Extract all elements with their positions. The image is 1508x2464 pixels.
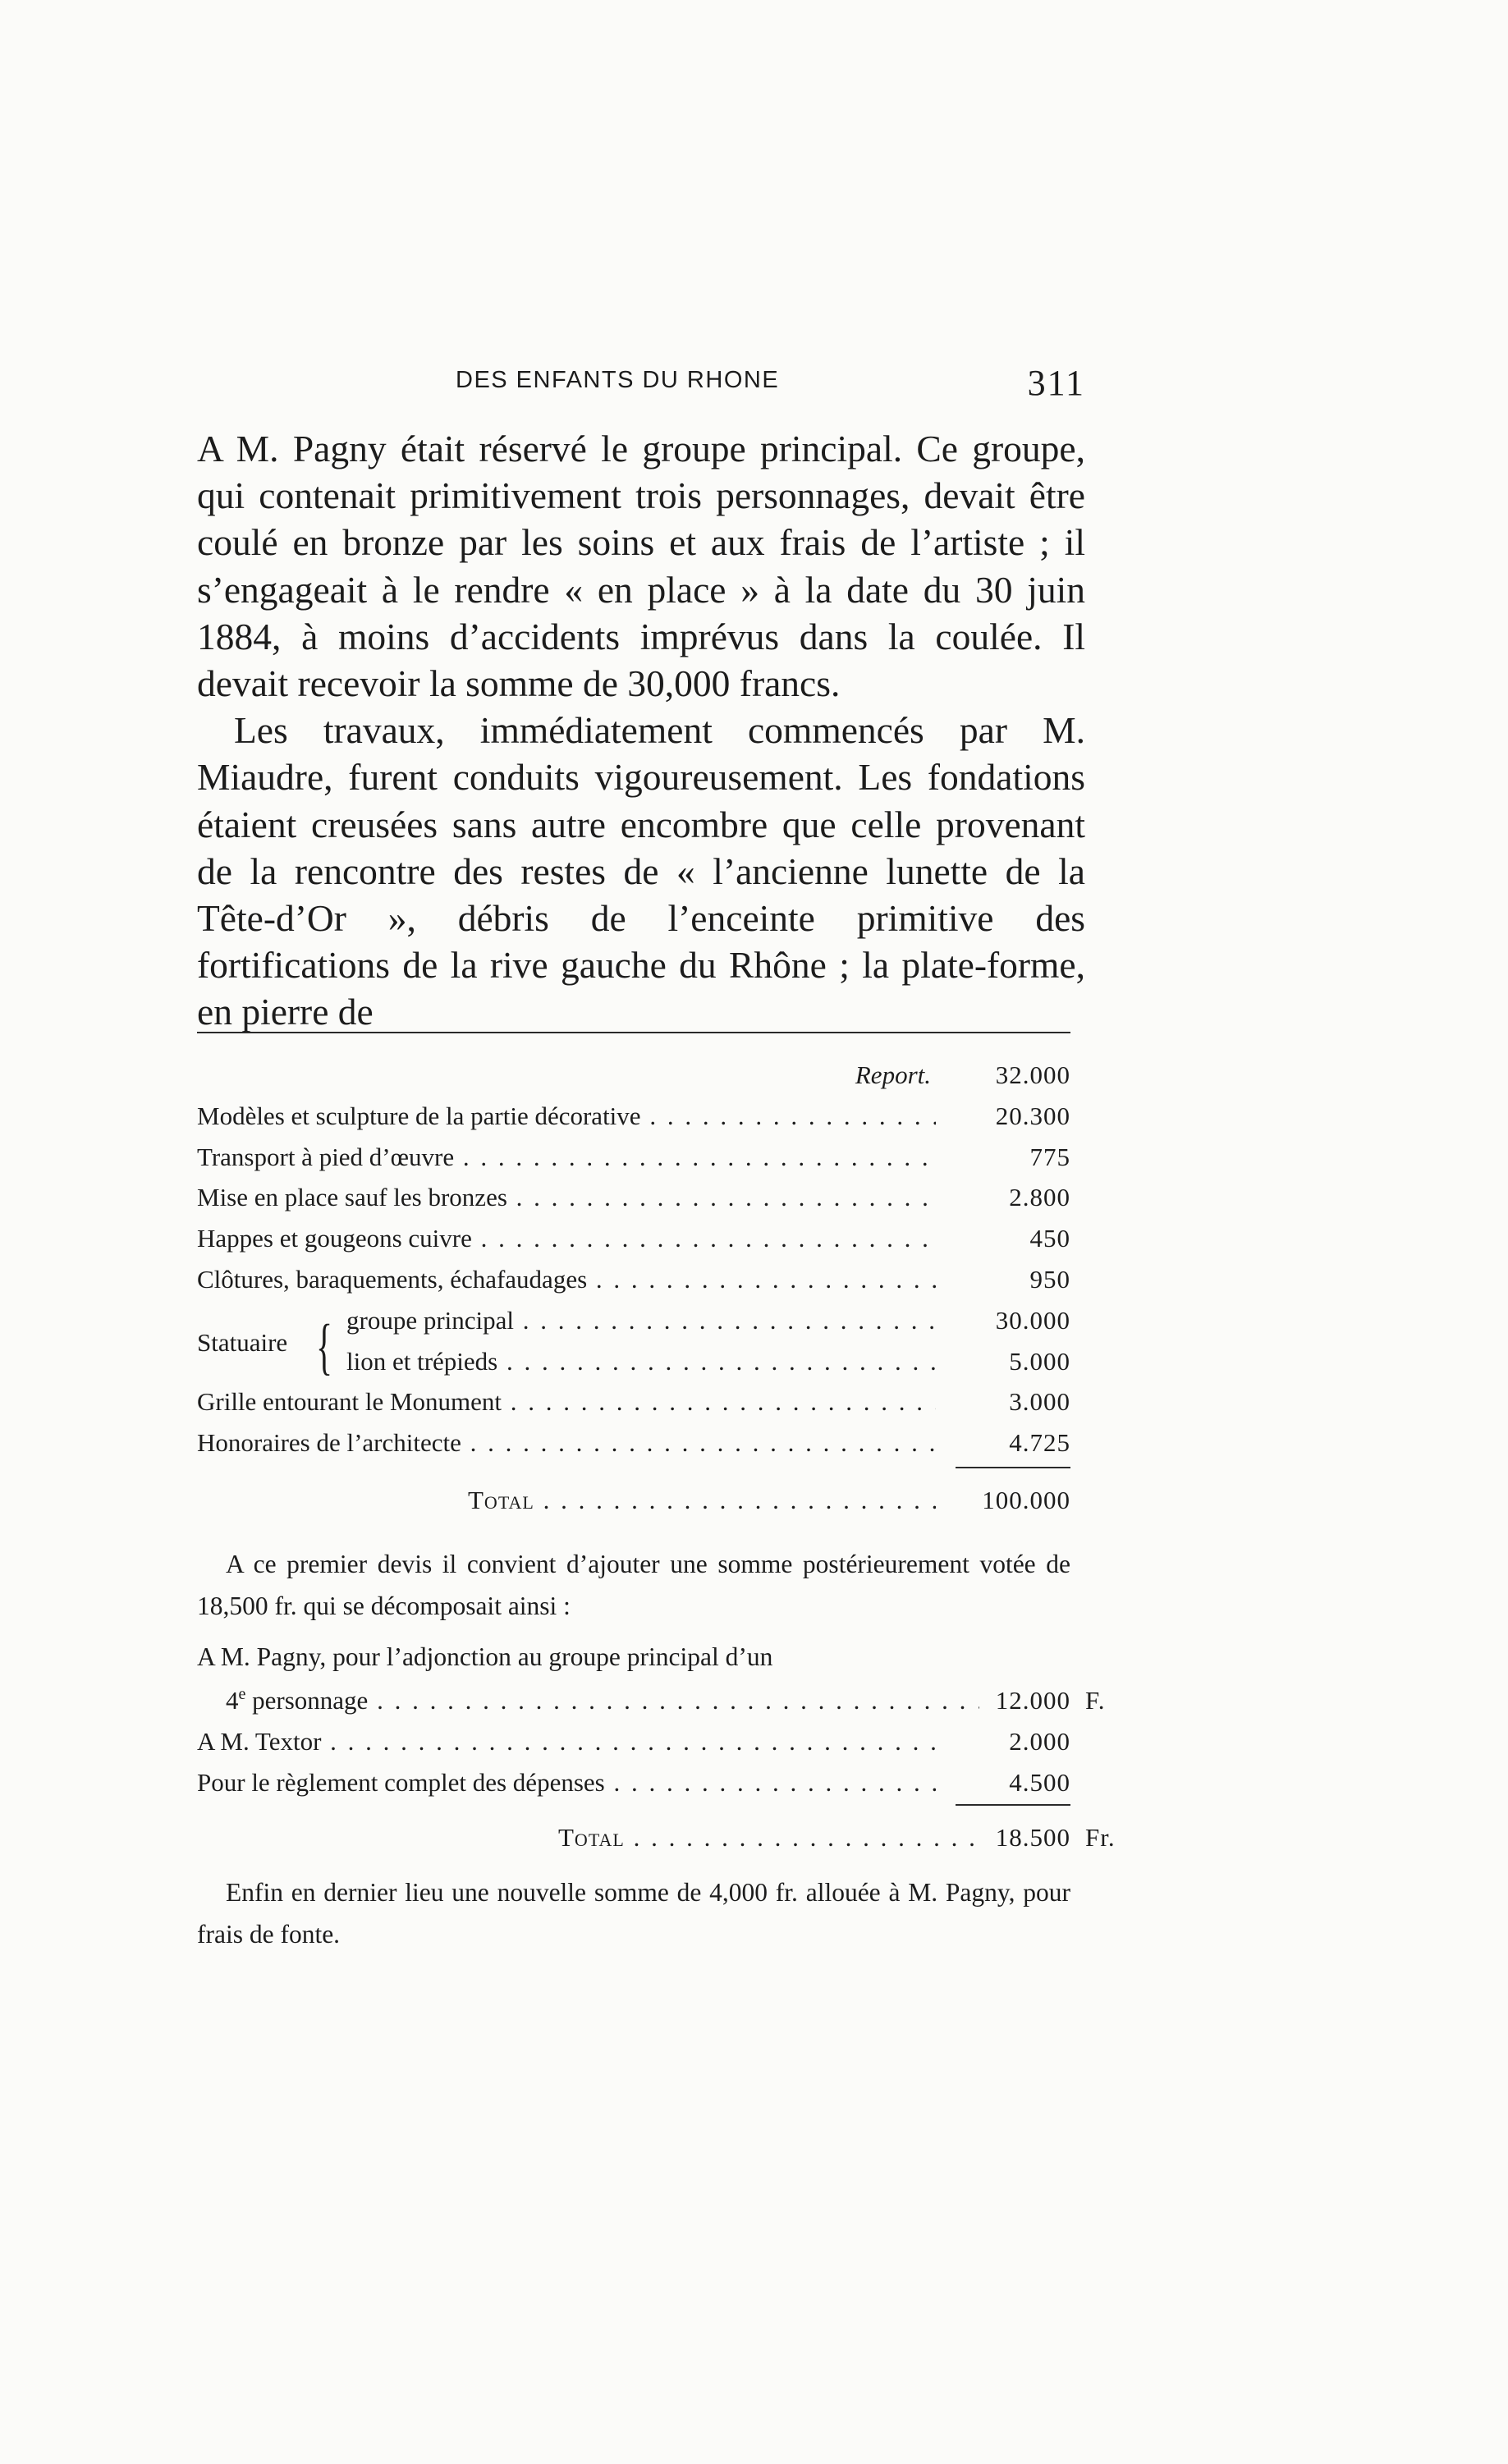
main-text — [197, 425, 1085, 1036]
supplement-first-line — [197, 1636, 1070, 1678]
item-value: 5.000 — [1009, 1346, 1070, 1376]
item-label: Mise en place sauf les bronzes . . . — [197, 1177, 936, 1218]
item-label: Grille entourant le Monument . . . — [197, 1381, 936, 1422]
item-value: 30.000 — [995, 1305, 1070, 1335]
total-label: Total — [558, 1823, 625, 1853]
table-row — [197, 1259, 1070, 1300]
sum-rule-wrap — [197, 1463, 1070, 1480]
item-label: Pour le règlement complet des dépenses . . . — [197, 1762, 936, 1803]
total-label: Total — [468, 1485, 534, 1514]
section-divider — [197, 1032, 1070, 1033]
item-label: Modèles et sculpture de la partie décorative . . . — [197, 1096, 936, 1137]
running-title: DES ENFANTS DU RHONE — [456, 367, 780, 393]
ordinal-sup: e — [238, 1685, 246, 1703]
item-value: 2.000 — [1009, 1726, 1070, 1756]
item-label: Transport à pied d’œuvre . . . — [197, 1137, 936, 1178]
item-value: 3.000 — [1009, 1387, 1070, 1417]
paragraph-1: A M. Pagny était réservé le groupe principal. Ce groupe, qui contenait primitivement trois personnages, devait être coulé en bronze par les soins et aux frais de l’artiste ; il s’engageait à le rendre « en place » à la date du 30 juin 1884, à moins d’accidents imprévus dans la coulée. Il devait recevoir la somme de 30,000 francs. — [197, 428, 1085, 705]
page-number: 311 — [1027, 363, 1085, 403]
currency: F. — [1080, 1680, 1106, 1721]
statuaire-label: Statuaire — [197, 1328, 288, 1357]
currency: Fr. — [1080, 1817, 1116, 1858]
closing-text: Enfin en dernier lieu une nouvelle somme de 4,000 fr. allouée à M. Pagny, pour frais de fonte. — [197, 1878, 1070, 1949]
total-row — [197, 1817, 1116, 1858]
report-row — [197, 1055, 1070, 1096]
total-value: 100.000 — [982, 1485, 1070, 1514]
item-value: 2.800 — [1009, 1183, 1070, 1212]
budget-table — [197, 1055, 1070, 1521]
paragraph-2: Les travaux, immédiatement commencés par M. Miaudre, furent conduits vigoureusement. Les fondations étaient creusées sans autre encombre que celle provenant de la rencontre des restes de « l’ancienne lunette de la Tête-d’Or », débris de l’enceinte primitive des fortifications de la rive gauche du Rhône ; la plate-forme, en pierre de — [197, 709, 1085, 1033]
item-value: 950 — [1029, 1264, 1070, 1294]
page-header — [197, 363, 1085, 408]
item-label: personnage — [252, 1686, 369, 1715]
table-row — [197, 1137, 1070, 1178]
closing-paragraph — [197, 1871, 1070, 1955]
table-row — [197, 1177, 1070, 1218]
table-row — [197, 1096, 1070, 1137]
report-label: Report. — [855, 1060, 931, 1089]
item-value: 12.000 — [979, 1680, 1070, 1721]
item-label: Happes et gougeons cuivre . . . — [197, 1218, 936, 1259]
supplement-table — [197, 1680, 1116, 1858]
table-row — [197, 1762, 1070, 1803]
item-value: 4.500 — [1009, 1767, 1070, 1797]
sum-rule — [956, 1467, 1070, 1468]
ordinal: 4 — [226, 1686, 239, 1715]
supplement-paragraph: A ce premier devis il convient d’ajouter une somme postérieurement votée de 18,500 fr. qui se décomposait ainsi : — [197, 1550, 1070, 1620]
item-label: Clôtures, baraquements, échafaudages . . . — [197, 1259, 936, 1300]
item-label: lion et trépieds . . . — [346, 1341, 936, 1382]
brace-icon: { — [316, 1312, 333, 1381]
supplement-intro — [197, 1543, 1070, 1627]
total-value: 18.500 — [979, 1817, 1070, 1858]
item-label: groupe principal . . . — [346, 1300, 936, 1341]
report-value: 32.000 — [995, 1060, 1070, 1089]
table-row — [197, 1680, 1106, 1721]
item-value: 20.300 — [995, 1101, 1070, 1130]
supplement-first-text: A M. Pagny, pour l’adjonction au groupe principal d’un — [197, 1642, 773, 1671]
item-value: 4.725 — [1009, 1428, 1070, 1458]
table-row — [197, 1422, 1070, 1463]
sum-rule-wrap — [197, 1802, 1070, 1817]
table-row — [197, 1721, 1070, 1762]
item-label: A M. Textor . . . — [197, 1721, 936, 1762]
item-label: Honoraires de l’architecte . . . — [197, 1422, 936, 1463]
sum-rule — [956, 1804, 1070, 1806]
item-value: 775 — [1029, 1142, 1070, 1171]
item-value: 450 — [1029, 1224, 1070, 1253]
total-row — [197, 1480, 1070, 1521]
table-row — [197, 1218, 1070, 1259]
